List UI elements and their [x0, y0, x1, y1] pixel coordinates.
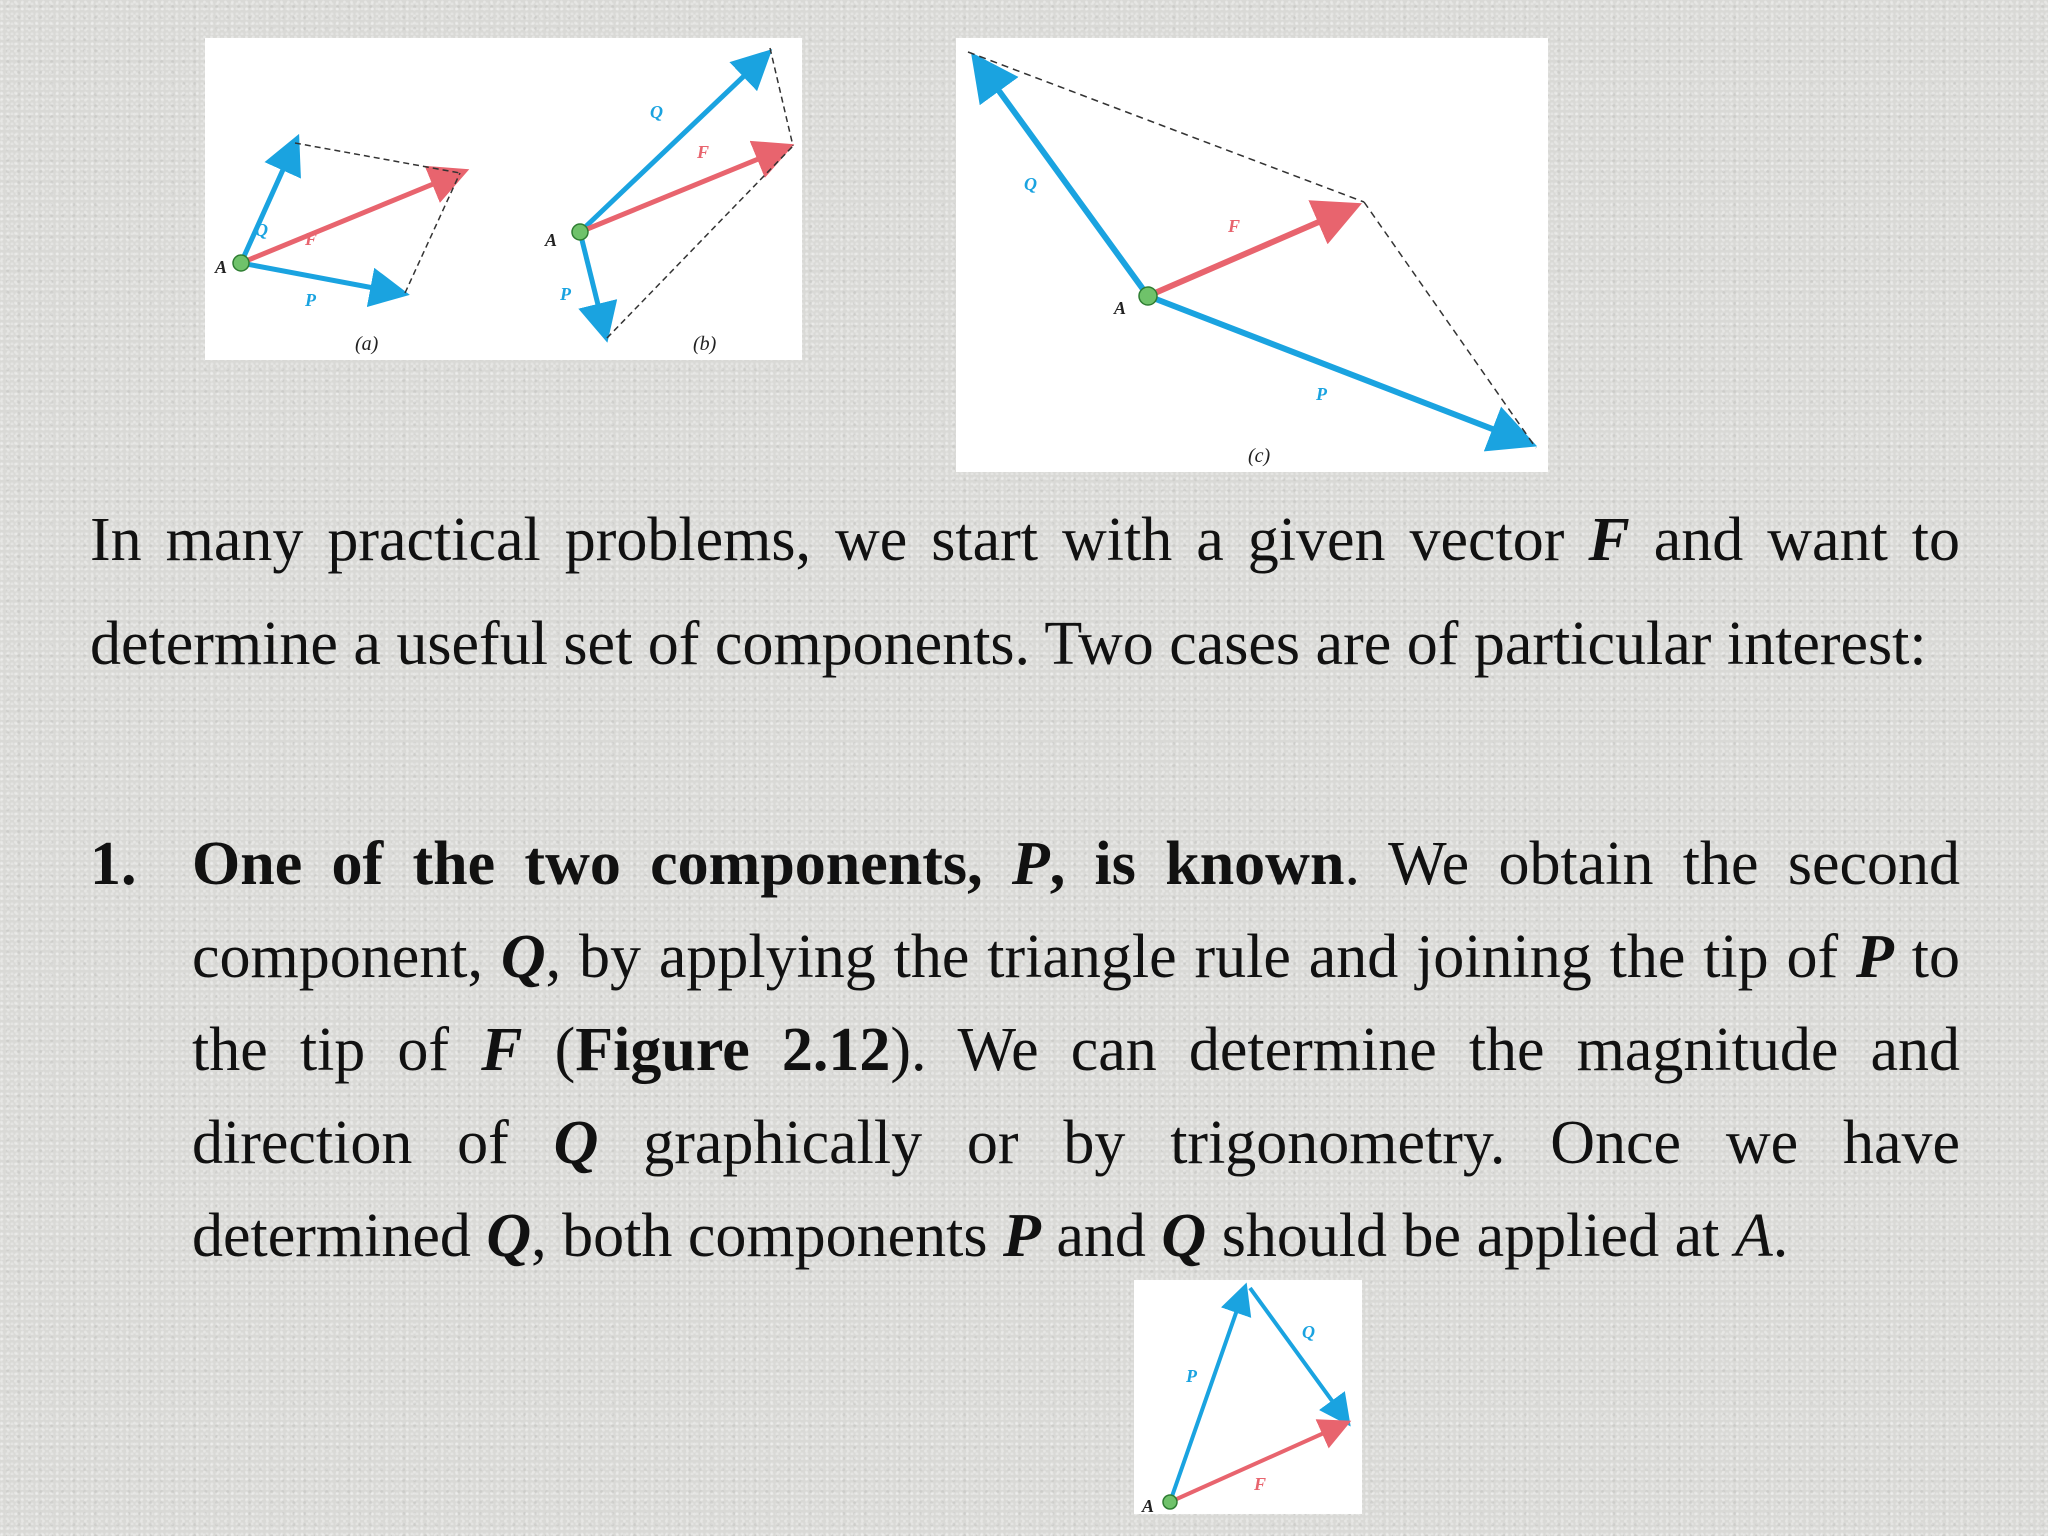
label-q-c: Q [1024, 174, 1037, 194]
label-q-triangle: Q [1302, 1322, 1315, 1342]
intro-text-2: and want to determine a useful set of components. Two cases are of particular interest: [90, 506, 1961, 678]
triangle-figure-svg [1134, 1280, 1362, 1514]
intro-text-1: In many practical problems, we start with a given vector [90, 506, 1589, 574]
vector-p-symbol: P [1011, 830, 1050, 898]
label-f-triangle: F [1254, 1474, 1267, 1494]
item-text-8: and [1040, 1202, 1162, 1270]
point-a-a [233, 255, 249, 271]
label-p-triangle: P [1186, 1366, 1197, 1386]
label-a-triangle: A [1142, 1496, 1155, 1514]
vector-f-c [1148, 208, 1351, 296]
vector-q-c [978, 62, 1148, 296]
item-text-10: . [1772, 1202, 1789, 1270]
dashed-line-a1 [295, 143, 460, 173]
label-p-b: P [560, 284, 571, 304]
list-item-body [192, 818, 1960, 1283]
figure-b [544, 48, 793, 355]
figure-c-svg [956, 38, 1548, 472]
dashed-line-b1 [770, 48, 793, 146]
item-text-3: to the tip of [192, 923, 1960, 1084]
label-f-c: F [1228, 216, 1241, 236]
intro-paragraph [90, 488, 1960, 696]
vector-q-triangle [1250, 1288, 1346, 1420]
figure-ab-panel [205, 38, 802, 360]
point-a-triangle [1163, 1495, 1177, 1509]
item-text-1: . We obtain the second component, [192, 830, 1960, 991]
item-heading: One of the two components, [192, 830, 1012, 898]
point-a-b [572, 224, 588, 240]
triangle-figure-panel [1134, 1280, 1362, 1514]
item-text-6: graphically or by trigonometry. Once we have determined [192, 1109, 1960, 1270]
label-f-a: F [305, 229, 318, 249]
vector-q-symbol: Q [500, 923, 546, 991]
vector-f-symbol: F [1588, 506, 1630, 574]
point-a-c [1139, 287, 1157, 305]
vector-q-symbol: Q [1161, 1202, 1207, 1270]
label-q-b: Q [650, 102, 663, 122]
item-text-5: ). We can determine the magnitude and direction of [192, 1016, 1961, 1177]
vector-p-symbol: P [1003, 1202, 1041, 1270]
label-q-a: Q [255, 220, 268, 240]
caption-a: (a) [355, 333, 379, 355]
figure-reference: Figure 2.12 [575, 1016, 891, 1084]
item-text-2: , by applying the triangle rule and joining the tip of [545, 923, 1857, 991]
vector-p-triangle [1170, 1290, 1244, 1502]
list-number: 1. [90, 830, 137, 898]
item-text-4: ( [522, 1016, 576, 1084]
vector-f-symbol: F [481, 1016, 523, 1084]
vector-f-b [580, 148, 785, 232]
label-a-b: A [545, 230, 558, 250]
item-heading-end: , is known [1049, 830, 1345, 898]
vector-p-c [1148, 296, 1526, 442]
point-a-symbol: A [1734, 1202, 1773, 1270]
vector-q-symbol: Q [486, 1202, 532, 1270]
vector-p-b [580, 232, 605, 333]
list-item-1 [90, 818, 1960, 1283]
vector-q-symbol: Q [553, 1109, 599, 1177]
label-p-a: P [305, 290, 316, 310]
dashed-line-b2 [607, 146, 793, 338]
caption-b: (b) [693, 333, 717, 355]
vector-p-symbol: P [1856, 923, 1894, 991]
figure-c-panel [956, 38, 1548, 472]
label-a-a: A [215, 257, 228, 277]
vector-q-b [580, 56, 765, 232]
figure-a [214, 143, 460, 355]
item-text-7: , both components [531, 1202, 1004, 1270]
caption-c: (c) [1248, 445, 1271, 467]
label-a-c: A [1114, 298, 1127, 318]
label-f-b: F [697, 142, 710, 162]
vector-p-a [241, 263, 400, 293]
label-p-c: P [1316, 384, 1327, 404]
figure-ab-svg [205, 38, 802, 360]
item-text-9: should be applied at [1206, 1202, 1735, 1270]
